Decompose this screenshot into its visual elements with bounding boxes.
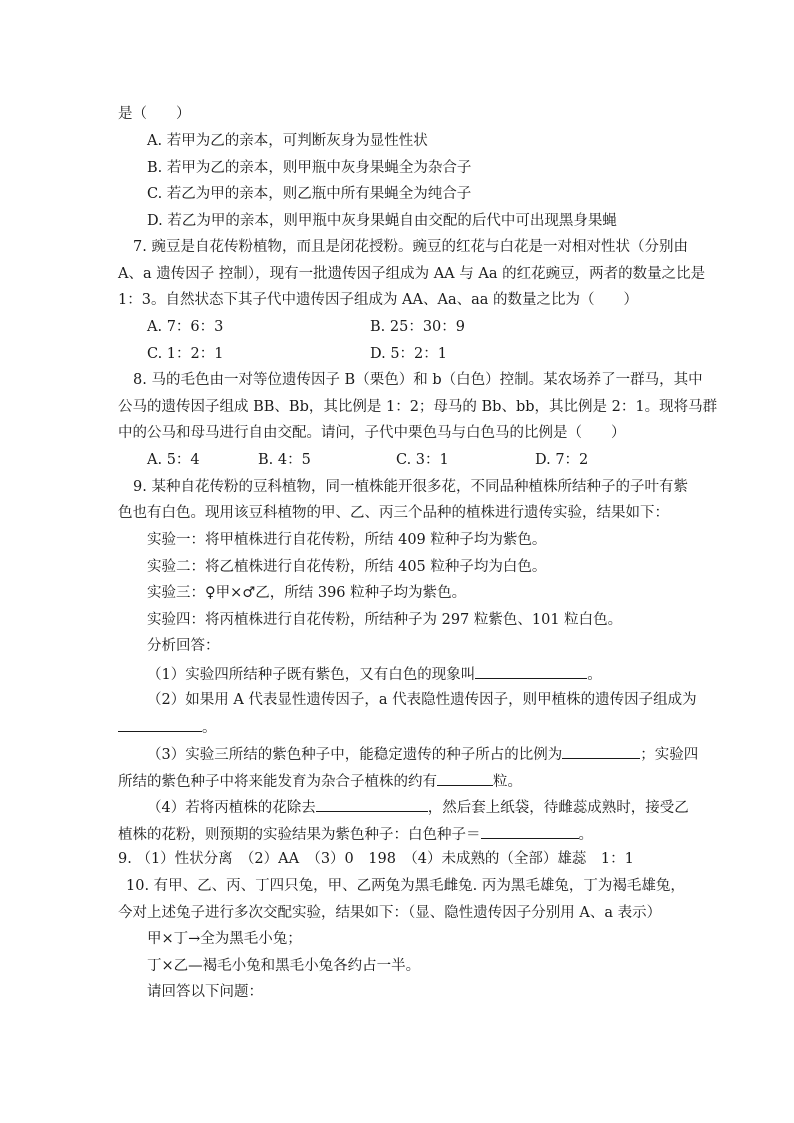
q9-sub-4-end: ，然后套上纸袋，待雌蕊成熟时，接受乙 [427,800,689,816]
q10-cross-1: 甲×丁→全为黑毛小兔； [147,931,302,947]
q10-prompt: 请回答以下问题： [147,984,263,1000]
answer-blank [475,663,587,679]
q6-option-b: B. 若甲为乙的亲本，则甲瓶中灰身果蝇全为杂合子 [147,160,472,176]
q9-answer-key: 9. （1）性状分离 （2）AA （3）0 198 （4）未成熟的（全部）雄蕊 1：1 [118,851,634,867]
q9-experiment-3: 实验三：♀甲×♂乙，所结 396 粒种子均为紫色。 [147,585,467,601]
q9-experiment-4: 实验四：将丙植株进行自花传粉，所结种子为 297 粒紫色、101 粒白色。 [147,612,623,628]
q9-experiment-2: 实验二：将乙植株进行自花传粉，所结 405 粒种子均为白色。 [147,559,547,575]
q9-sub-3-cont-text: 所结的紫色种子中将来能发育为杂合子植株的约有 [118,774,437,790]
q6-option-a: A. 若甲为乙的亲本，可判断灰身为显性性状 [147,133,428,149]
q7-line-1: 7. 豌豆是自花传粉植物，而且是闭花授粉。豌豆的红花与白花是一对相对性状（分别由 [133,239,688,255]
q9-sub-2-cont [118,716,217,738]
q8-line-1: 8. 马的毛色由一对等位遗传因子 B（栗色）和 b（白色）控制。某农场养了一群马，其中 [133,372,703,388]
q6-option-d: D. 若乙为甲的亲本，则甲瓶中灰身果蝇自由交配的后代中可出现黑身果蝇 [147,213,617,229]
q9-line-2: 色也有白色。现用该豆科植物的甲、乙、丙三个品种的植株进行遗传实验，结果如下： [118,505,669,521]
q9-sub-3-text: （3）实验三所结的紫色种子中，能稳定遗传的种子所占的比例为 [147,747,563,763]
q9-sub-2: （2）如果用 A 代表显性遗传因子，a 代表隐性遗传因子，则甲植株的遗传因子组成为 [147,692,697,708]
q7-option-b: B. 25：30：9 [370,319,466,335]
q9-sub-4-cont-end: 。 [578,827,593,843]
q6-option-c: C. 若乙为甲的亲本，则乙瓶中所有果蝇全为纯合子 [147,186,472,202]
q9-sub-3 [147,743,698,765]
q9-sub-4-text: （4）若将丙植株的花除去 [147,800,316,816]
answer-blank [481,823,579,839]
q9-sub-2-end: 。 [202,720,217,736]
q9-sub-4-cont [118,823,593,845]
q9-sub-1-end: 。 [587,667,602,683]
q9-sub-4-cont-text: 植株的花粉，则预期的实验结果为紫色种子：白色种子＝ [118,827,481,843]
answer-blank [118,716,202,732]
q10-cross-2: 丁×乙—褐毛小兔和黑毛小兔各约占一半。 [147,958,421,974]
q9-sub-4 [147,796,689,818]
q10-line-1: 10. 有甲、乙、丙、丁四只兔，甲、乙两兔为黑毛雌兔. 丙为黑毛雄兔，丁为褐毛雄兔， [126,878,685,894]
q8-line-3: 中的公马和母马进行自由交配。请问，子代中栗色马与白色马的比例是（ ） [118,425,626,441]
q7-option-d: D. 5：2：1 [370,346,448,362]
q8-option-b: B. 4：5 [258,452,311,468]
answer-blank [316,796,428,812]
q9-line-1: 9. 某种自花传粉的豆科植物，同一植株能开很多花，不同品种植株所结种子的子叶有紫 [133,479,688,495]
q8-option-a: A. 5：4 [147,452,200,468]
q9-sub-1-text: （1）实验四所结种子既有紫色，又有白色的现象叫 [147,667,476,683]
q8-line-2: 公马的遗传因子组成 BB、Bb，其比例是 1：2；母马的 Bb、bb，其比例是 2：1。现将马群 [118,399,718,415]
q9-sub-3-cont [118,770,522,792]
q9-experiment-1: 实验一：将甲植株进行自花传粉，所结 409 粒种子均为紫色。 [147,532,547,548]
q6-stem-tail: 是（ ） [118,106,191,122]
q7-option-c: C. 1：2：1 [147,346,224,362]
answer-blank [562,743,640,759]
q7-line-3: 1：3。自然状态下其子代中遗传因子组成为 AA、Aa、aa 的数量之比为（ ） [118,292,639,308]
q7-line-2: A、a 遗传因子 控制），现有一批遗传因子组成为 AA 与 Aa 的红花豌豆，两者的数量之比是 [118,266,706,282]
q9-sub-3-cont-end: 粒。 [493,774,522,790]
q9-analysis-heading: 分析回答： [147,638,220,654]
q9-sub-1 [147,663,602,685]
q8-option-c: C. 3：1 [396,452,449,468]
q10-line-2: 今对上述兔子进行多次交配实验，结果如下：（显、隐性遗传因子分别用 A、a 表示） [118,905,662,921]
q8-option-d: D. 7：2 [535,452,589,468]
q9-sub-3-end: ；实验四 [640,747,699,763]
answer-blank [437,770,493,786]
q7-option-a: A. 7：6：3 [147,319,224,335]
